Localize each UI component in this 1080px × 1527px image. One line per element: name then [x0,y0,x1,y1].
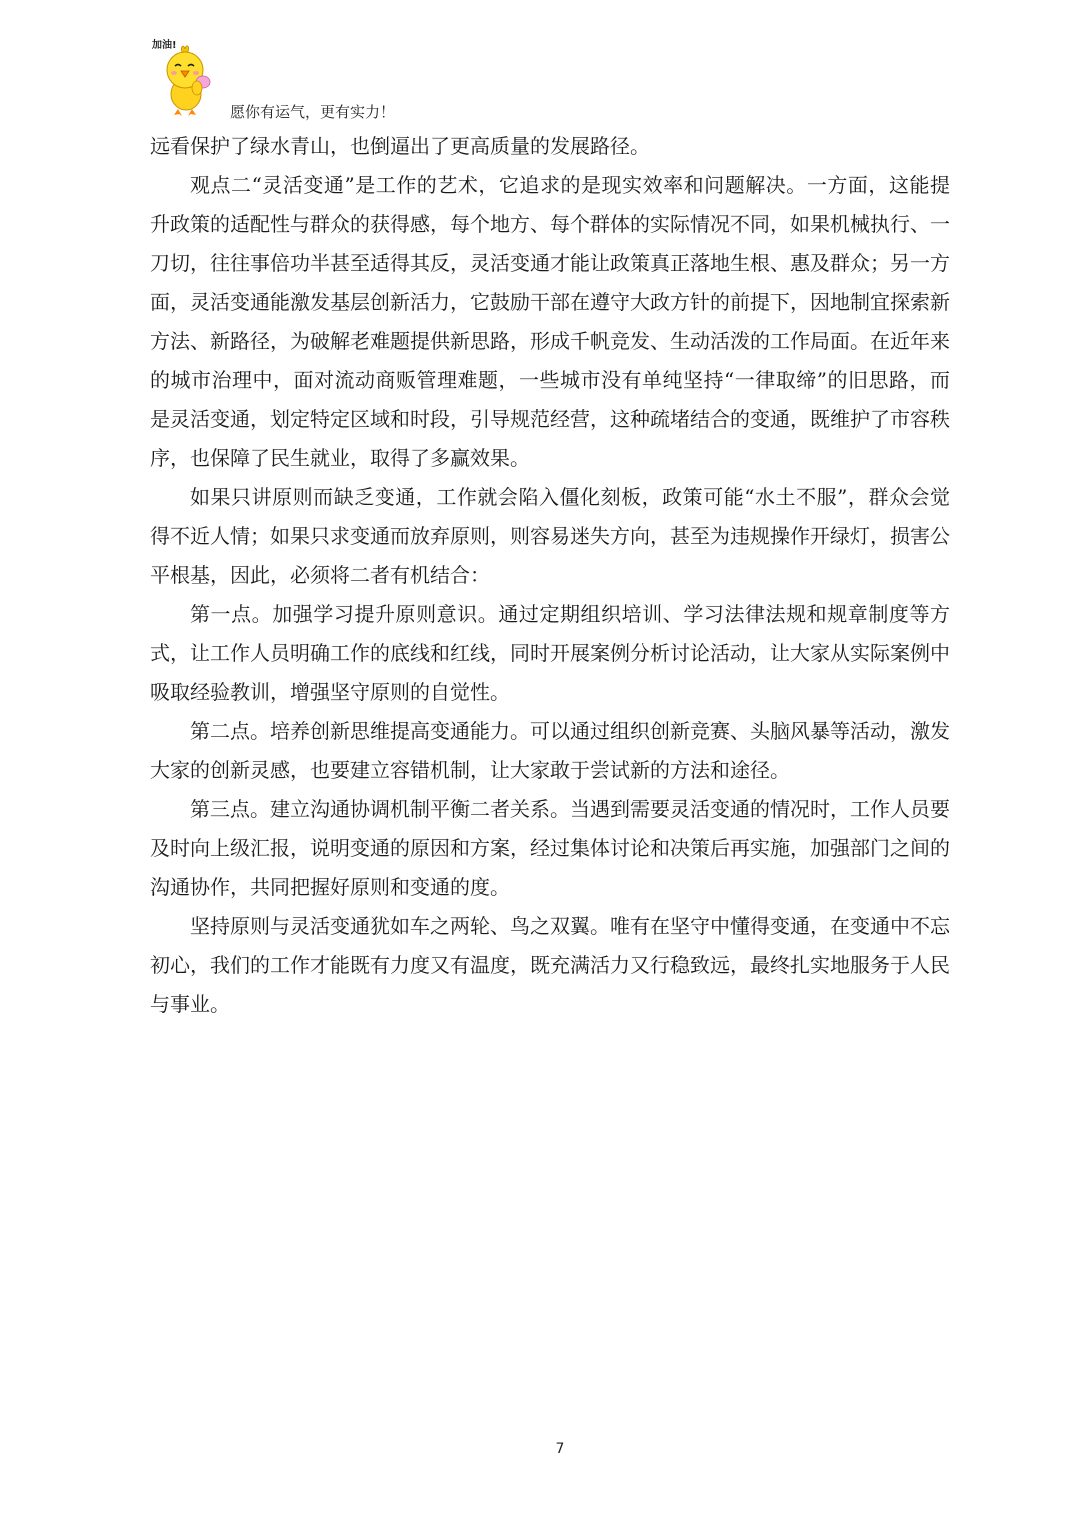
paragraph: 第二点。培养创新思维提高变通能力。可以通过组织创新竞赛、头脑风暴等活动，激发大家的创新灵感，也要建立容错机制，让大家敢于尝试新的方法和途径。 [150,719,950,782]
paragraph: 坚持原则与灵活变通犹如车之两轮、鸟之双翼。唯有在坚守中懂得变通，在变通中不忘初心，我们的工作才能既有力度又有温度，既充满活力又行稳致远，最终扎实地服务于人民与事业。 [150,914,950,1016]
paragraph: 观点二“灵活变通”是工作的艺术，它追求的是现实效率和问题解决。一方面，这能提升政策的适配性与群众的获得感，每个地方、每个群体的实际情况不同，如果机械执行、一刀切，往往事倍功半甚至适得其反，灵活变通才能让政策真正落地生根、惠及群众；另一方面，灵活变通能激发基层创新活力，它鼓励干部在遵守大政方针的前提下，因地制宜探索新方法、新路径，为破解老难题提供新思路，形成千帆竞发、生动活泼的工作局面。在近年来的城市治理中，面对流动商贩管理难题，一些城市没有单纯坚持“一律取缔”的旧思路，而是灵活变通，划定特定区域和时段，引导规范经营，这种疏堵结合的变通，既维护了市容秩序，也保障了民生就业，取得了多赢效果。 [150,173,950,470]
svg-text:加油!: 加油! [152,40,177,51]
paragraph: 第三点。建立沟通协调机制平衡二者关系。当遇到需要灵活变通的情况时，工作人员要及时向上级汇报，说明变通的原因和方案，经过集体讨论和决策后再实施，加强部门之间的沟通协作，共同把握好原则和变通的度。 [150,797,950,899]
paragraph: 第一点。加强学习提升原则意识。通过定期组织培训、学习法律法规和规章制度等方式，让工作人员明确工作的底线和红线，同时开展案例分析讨论活动，让大家从实际案例中吸取经验教训，增强坚守原则的自觉性。 [150,602,950,704]
header-motto: 愿你有运气，更有实力！ [230,103,396,121]
document-body [150,127,950,1024]
paragraph: 远看保护了绿水青山，也倒逼出了更高质量的发展路径。 [150,134,650,158]
page-header [150,36,550,126]
page-number: 7 [555,1441,565,1457]
cheering-chick-icon [150,36,222,120]
paragraph: 如果只讲原则而缺乏变通，工作就会陷入僵化刻板，政策可能“水土不服”，群众会觉得不近人情；如果只求变通而放弃原则，则容易迷失方向，甚至为违规操作开绿灯，损害公平根基，因此，必须将二者有机结合： [150,485,950,587]
